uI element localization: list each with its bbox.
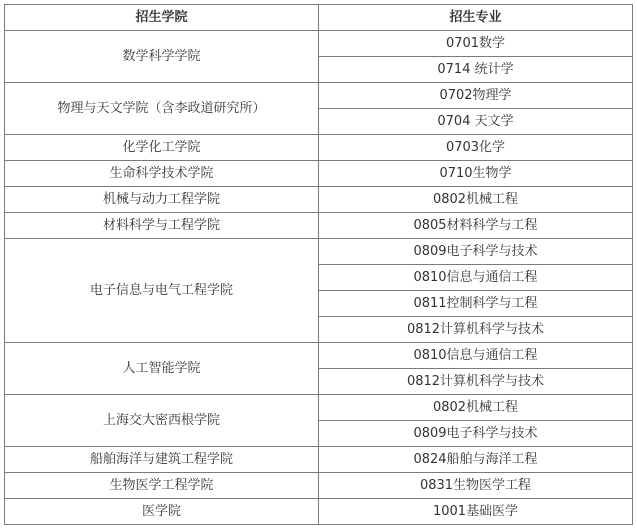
major-cell: 0810信息与通信工程: [319, 343, 633, 369]
major-cell: 0704 天文学: [319, 109, 633, 135]
major-cell: 0809电子科学与技术: [319, 421, 633, 447]
college-cell: 电子信息与电气工程学院: [5, 239, 319, 343]
table-container: [4, 4, 633, 525]
major-cell: 1001基础医学: [319, 499, 633, 525]
table-row: [5, 343, 633, 369]
table-body: [5, 31, 633, 525]
college-cell: 数学科学学院: [5, 31, 319, 83]
college-cell: 化学化工学院: [5, 135, 319, 161]
college-cell: 上海交大密西根学院: [5, 395, 319, 447]
major-cell: 0702物理学: [319, 83, 633, 109]
major-cell: 0701数学: [319, 31, 633, 57]
table-row: [5, 161, 633, 187]
table-row: [5, 395, 633, 421]
college-cell: 船舶海洋与建筑工程学院: [5, 447, 319, 473]
major-cell: 0810信息与通信工程: [319, 265, 633, 291]
college-cell: 物理与天文学院（含李政道研究所）: [5, 83, 319, 135]
major-cell: 0812计算机科学与技术: [319, 369, 633, 395]
table-row: [5, 473, 633, 499]
header-college: 招生学院: [5, 5, 319, 31]
major-cell: 0831生物医学工程: [319, 473, 633, 499]
college-cell: 医学院: [5, 499, 319, 525]
table-row: [5, 135, 633, 161]
header-row: [5, 5, 633, 31]
major-cell: 0812计算机科学与技术: [319, 317, 633, 343]
table-row: [5, 499, 633, 525]
major-cell: 0710生物学: [319, 161, 633, 187]
major-cell: 0824船舶与海洋工程: [319, 447, 633, 473]
table-row: [5, 31, 633, 57]
major-cell: 0802机械工程: [319, 187, 633, 213]
major-cell: 0811控制科学与工程: [319, 291, 633, 317]
table-row: [5, 83, 633, 109]
major-cell: 0805材料科学与工程: [319, 213, 633, 239]
college-cell: 材料科学与工程学院: [5, 213, 319, 239]
major-cell: 0802机械工程: [319, 395, 633, 421]
header-major: 招生专业: [319, 5, 633, 31]
college-cell: 机械与动力工程学院: [5, 187, 319, 213]
table-row: [5, 213, 633, 239]
college-cell: 人工智能学院: [5, 343, 319, 395]
table-row: [5, 239, 633, 265]
enrollment-table: [4, 4, 633, 525]
major-cell: 0703化学: [319, 135, 633, 161]
college-cell: 生命科学技术学院: [5, 161, 319, 187]
major-cell: 0809电子科学与技术: [319, 239, 633, 265]
table-row: [5, 447, 633, 473]
college-cell: 生物医学工程学院: [5, 473, 319, 499]
major-cell: 0714 统计学: [319, 57, 633, 83]
table-row: [5, 187, 633, 213]
